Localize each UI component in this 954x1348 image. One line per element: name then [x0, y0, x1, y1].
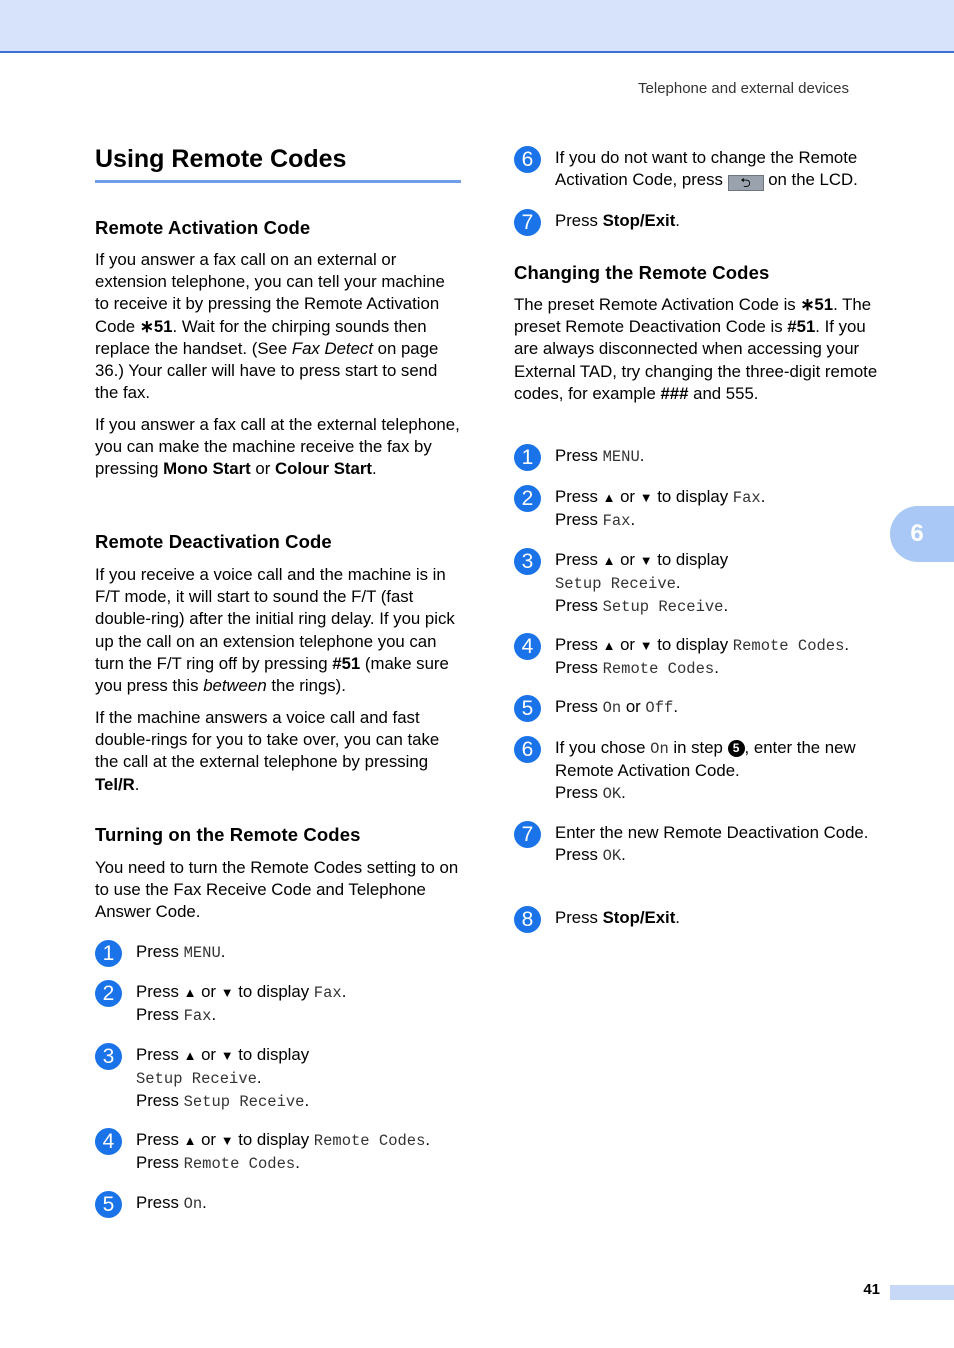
page-number-bar [890, 1285, 954, 1300]
up-arrow-icon: ▲ [602, 553, 616, 568]
step-number: 2 [514, 485, 541, 512]
step-text [136, 1129, 476, 1175]
text: on the LCD. [763, 170, 858, 190]
text: to display [652, 635, 733, 654]
lcd-value: Setup Receive [136, 1070, 257, 1089]
key-stop-exit: Stop/Exit [602, 211, 676, 230]
up-arrow-icon: ▲ [183, 1048, 197, 1063]
text: . [844, 635, 850, 654]
step-text [555, 907, 895, 929]
text: . [371, 459, 377, 479]
up-arrow-icon: ▲ [602, 638, 616, 653]
text: . [295, 1153, 300, 1173]
text: to display [652, 487, 733, 506]
text: . The preset Remote Deactivation Code is [514, 295, 872, 337]
down-arrow-icon: ▼ [639, 553, 653, 568]
text: Press [555, 510, 603, 530]
text: Press [136, 1005, 184, 1025]
text: . [675, 211, 680, 230]
text: If you answer a fax call on an external or extension telephone, you can tell your machine to receive it by pressing the Remote Activation Code [95, 250, 445, 336]
text: Press [555, 783, 603, 803]
text: the rings). [266, 676, 346, 696]
step-text [555, 822, 895, 867]
remote-activation-heading: Remote Activation Code [95, 217, 311, 238]
text: The preset Remote Activation Code is [514, 295, 801, 314]
lcd-value: Setup Receive [555, 575, 676, 594]
lcd-value: Remote Codes [313, 1132, 426, 1150]
text: in step [668, 738, 728, 757]
text: to display [233, 1130, 314, 1149]
key-tel-r: Tel/R [95, 774, 135, 794]
lcd-value: Fax [183, 1007, 212, 1026]
text: Press [136, 1153, 184, 1173]
step-text [555, 634, 900, 680]
text: If you chose [555, 738, 651, 757]
text: . [304, 1091, 310, 1111]
step-text [136, 1044, 476, 1114]
down-arrow-icon: ▼ [639, 638, 653, 653]
text: Press [555, 697, 603, 716]
step-number: 6 [514, 146, 541, 173]
step-text [555, 445, 895, 468]
text: Press [136, 942, 184, 961]
code-example: ### [660, 383, 689, 403]
text: Press [555, 658, 603, 678]
text: Press [136, 1091, 184, 1111]
step-number: 7 [514, 209, 541, 236]
text: . [673, 697, 678, 716]
activation-paragraph-2 [95, 414, 463, 481]
text: . [621, 845, 626, 865]
turning-on-intro: You need to turn the Remote Codes setting to on to use the Fax Receive Code and Telephone Answer Code. [95, 858, 459, 922]
text: If you do not want to change the Remote Activation Code, press [555, 148, 858, 190]
text: . If you are always disconnected when accessing your External TAD, try changing the three-digit remote codes, for example [514, 317, 878, 403]
up-arrow-icon: ▲ [183, 985, 197, 1000]
step-number: 3 [514, 548, 541, 575]
text: . [425, 1130, 431, 1149]
text: or [615, 550, 640, 569]
text: Press [136, 982, 184, 1001]
text: Press [555, 845, 603, 865]
text: . [202, 1193, 207, 1212]
text: Press [555, 211, 603, 230]
text: to display [233, 1045, 310, 1064]
turning-on-heading: Turning on the Remote Codes [95, 824, 361, 845]
step-number: 5 [514, 695, 541, 722]
step-text [555, 486, 895, 532]
step-number: 7 [514, 821, 541, 848]
step-number: 1 [514, 444, 541, 471]
lcd-value: Remote Codes [732, 637, 845, 655]
text: or [621, 697, 646, 716]
down-arrow-icon: ▼ [220, 985, 234, 1000]
code-activation: ∗51 [800, 295, 834, 314]
step-number: 5 [95, 1191, 122, 1218]
lcd-ok: OK [602, 847, 622, 866]
text: (make sure you press this [95, 653, 449, 696]
text: or [615, 487, 640, 506]
text: or [196, 982, 221, 1001]
back-key-icon[interactable]: ⮌ [728, 175, 764, 191]
text: . [621, 783, 626, 803]
text: . [714, 658, 719, 678]
down-arrow-icon: ▼ [220, 1133, 234, 1148]
step-number: 4 [514, 633, 541, 660]
text: or [196, 1130, 221, 1149]
text: . [630, 510, 636, 530]
step-number: 8 [514, 906, 541, 933]
running-header: Telephone and external devices [638, 80, 849, 97]
lcd-value-off: Off [645, 699, 674, 717]
up-arrow-icon: ▲ [602, 490, 616, 505]
step-text [555, 147, 895, 191]
lcd-value: Fax [313, 984, 342, 1002]
text: . [134, 774, 140, 794]
text: If the machine answers a voice call and fast double-rings for you to take over, you can take the call at the external telephone by pressing [95, 708, 440, 772]
up-arrow-icon: ▲ [183, 1133, 197, 1148]
lcd-value: Fax [602, 512, 631, 531]
deactivation-paragraph-1 [95, 564, 467, 697]
step-number: 2 [95, 980, 122, 1007]
text: . [256, 1068, 262, 1088]
text: or [196, 1045, 221, 1064]
key-colour-start: Colour Start [274, 459, 372, 479]
step-text [555, 210, 895, 232]
text: and 555. [688, 383, 759, 403]
deactivation-paragraph-2 [95, 707, 463, 796]
text: . [675, 908, 680, 927]
code-deactivation: #51 [787, 317, 816, 337]
text: . [675, 573, 681, 593]
text: If you answer a fax call at the external telephone, you can make the machine receive the fax by pressing [95, 415, 460, 479]
key-mono-start: Mono Start [163, 459, 251, 479]
text: on page 36.) Your caller will have to press start to send the fax. [95, 338, 439, 403]
text: . Wait for the chirping sounds then replace the handset. (See [95, 316, 427, 358]
changing-codes-paragraph [514, 294, 886, 405]
text: Press [555, 596, 603, 616]
text: Press [555, 487, 603, 506]
step-number: 6 [514, 736, 541, 763]
lcd-value-on: On [650, 740, 669, 758]
text: Press [136, 1045, 184, 1064]
step-number: 1 [95, 940, 122, 967]
page-number: 41 [863, 1281, 880, 1298]
changing-codes-heading: Changing the Remote Codes [514, 262, 770, 283]
step-text [555, 696, 895, 719]
lcd-menu: MENU [602, 448, 640, 466]
text: . [760, 487, 766, 506]
step-text [555, 549, 895, 619]
text: . [220, 942, 226, 961]
lcd-value: Remote Codes [183, 1155, 296, 1174]
text: Press [555, 908, 603, 927]
text: . [723, 596, 729, 616]
lcd-ok: OK [602, 785, 622, 804]
text: . [211, 1005, 217, 1025]
step-text [136, 1192, 476, 1215]
lcd-value: Setup Receive [183, 1093, 305, 1112]
code-deactivation: #51 [332, 653, 361, 673]
lcd-value: Setup Receive [602, 598, 724, 617]
text: . [639, 446, 645, 465]
step-number: 4 [95, 1128, 122, 1155]
text: to display [233, 982, 314, 1001]
text: Press [136, 1130, 184, 1149]
down-arrow-icon: ▼ [220, 1048, 234, 1063]
text: to display [652, 550, 729, 569]
text: Press [555, 635, 603, 654]
remote-deactivation-heading: Remote Deactivation Code [95, 531, 332, 552]
step-number: 3 [95, 1043, 122, 1070]
text: Enter the new Remote Deactivation Code. [555, 823, 869, 842]
activation-paragraph-1 [95, 249, 463, 404]
text: If you receive a voice call and the machine is in F/T mode, it will start to sound the F/T (fast double-ring) after the initial ring delay. If you pick up the call on an extension telephone you can turn the F/T ring off by pressing [95, 565, 455, 673]
lcd-value-on: On [602, 699, 622, 717]
step-text [136, 941, 476, 964]
cross-reference: Fax Detect [291, 338, 373, 358]
text: . [341, 982, 347, 1001]
lcd-value: Remote Codes [602, 660, 715, 679]
text: or [250, 459, 275, 479]
top-banner [0, 0, 954, 53]
step-text [136, 981, 476, 1027]
text: , enter the new Remote Activation Code. [555, 738, 856, 781]
lcd-value: On [183, 1195, 203, 1213]
emphasis: between [203, 676, 267, 696]
chapter-tab[interactable]: 6 [890, 506, 954, 562]
text: Press [555, 446, 603, 465]
text: Press [136, 1193, 184, 1212]
step-reference-icon: 5 [728, 740, 745, 757]
lcd-menu: MENU [183, 944, 221, 962]
key-stop-exit: Stop/Exit [602, 908, 676, 927]
step-text [555, 737, 895, 806]
code-activation: ∗51 [139, 316, 173, 336]
page-title: Using Remote Codes [95, 145, 461, 183]
down-arrow-icon: ▼ [639, 490, 653, 505]
text: or [615, 635, 640, 654]
text: Press [555, 550, 603, 569]
lcd-value: Fax [732, 489, 761, 507]
